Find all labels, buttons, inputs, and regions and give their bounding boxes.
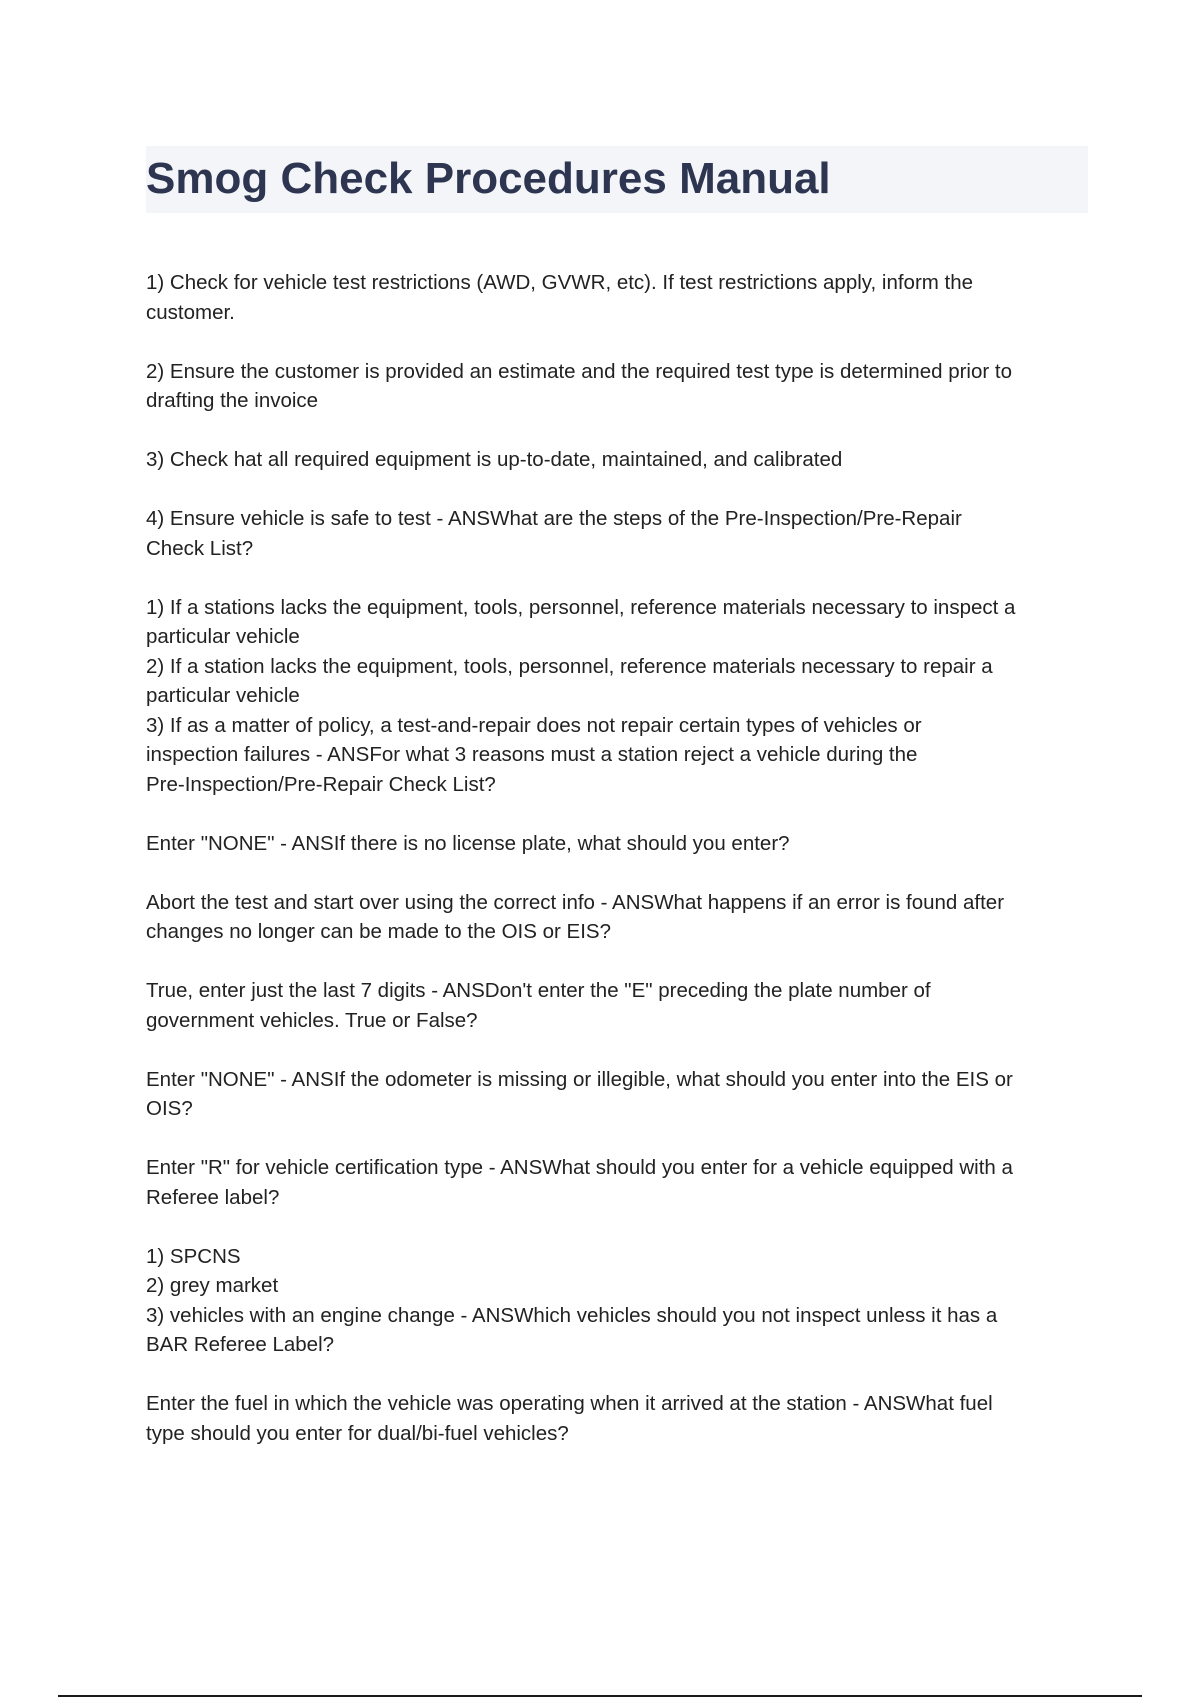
text-line: Pre-Inspection/Pre-Repair Check List? <box>146 772 496 796</box>
text-line: OIS? <box>146 1097 193 1120</box>
footer-divider <box>58 1695 1142 1697</box>
paragraph <box>146 268 1091 327</box>
text-line: True, enter just the last 7 digits - ANSDon't enter the "E" preceding the plate number of <box>146 979 931 1002</box>
paragraph <box>146 829 1091 859</box>
paragraph <box>146 1153 1091 1212</box>
text-line: 3) If as a matter of policy, a test-and-repair does not repair certain types of vehicles or <box>146 713 922 737</box>
text-line: 3) vehicles with an engine change - ANSWhich vehicles should you not inspect unless it has a <box>146 1303 998 1327</box>
text-line: Check List? <box>146 536 254 560</box>
text-line: BAR Referee Label? <box>146 1333 335 1356</box>
text-line: Abort the test and start over using the correct info - ANSWhat happens if an error is found after <box>146 890 1005 914</box>
paragraph <box>146 504 1091 563</box>
text-line: 4) Ensure vehicle is safe to test - ANSWhat are the steps of the Pre-Inspection/Pre-Repair <box>146 507 962 530</box>
text-line: Referee label? <box>146 1185 280 1209</box>
text-line: government vehicles. True or False? <box>146 1008 478 1032</box>
text-line: 2) Ensure the customer is provided an estimate and the required test type is determined prior to <box>146 359 1013 383</box>
text-line: Enter "NONE" - ANSIf the odometer is missing or illegible, what should you enter into the EIS or <box>146 1067 1013 1091</box>
text-line: 2) If a station lacks the equipment, tools, personnel, reference materials necessary to repair a <box>146 654 993 678</box>
paragraph <box>146 1242 1091 1360</box>
text-line: changes no longer can be made to the OIS or EIS? <box>146 920 611 943</box>
paragraph <box>146 445 1091 475</box>
text-line: 3) Check hat all required equipment is up-to-date, maintained, and calibrated <box>146 448 843 471</box>
paragraph <box>146 976 1091 1035</box>
text-line: particular vehicle <box>146 684 300 707</box>
text-line: 1) SPCNS <box>146 1244 241 1268</box>
text-line: 1) Check for vehicle test restrictions (AWD, GVWR, etc). If test restrictions apply, inform the <box>146 271 974 294</box>
title-band <box>146 146 1088 213</box>
text-line: drafting the invoice <box>146 389 319 412</box>
text-line: 1) If a stations lacks the equipment, tools, personnel, reference materials necessary to inspect a <box>146 595 1016 619</box>
text-line: Enter "R" for vehicle certification type - ANSWhat should you enter for a vehicle equipped with a <box>146 1156 1013 1179</box>
paragraph <box>146 888 1091 947</box>
paragraph <box>146 357 1091 416</box>
text-line: Enter "NONE" - ANSIf there is no license plate, what should you enter? <box>146 831 790 855</box>
text-line: Enter the fuel in which the vehicle was operating when it arrived at the station - ANSWhat fuel <box>146 1392 993 1415</box>
paragraph <box>146 1065 1091 1124</box>
text-line: type should you enter for dual/bi-fuel vehicles? <box>146 1421 569 1445</box>
text-line: customer. <box>146 300 235 324</box>
text-line: inspection failures - ANSFor what 3 reasons must a station reject a vehicle during the <box>146 743 918 766</box>
text-line: 2) grey market <box>146 1274 279 1297</box>
text-line: particular vehicle <box>146 625 300 648</box>
paragraph <box>146 1389 1091 1448</box>
page-title: Smog Check Procedures Manual <box>146 154 831 203</box>
document-body <box>146 268 1091 1478</box>
paragraph <box>146 593 1091 800</box>
